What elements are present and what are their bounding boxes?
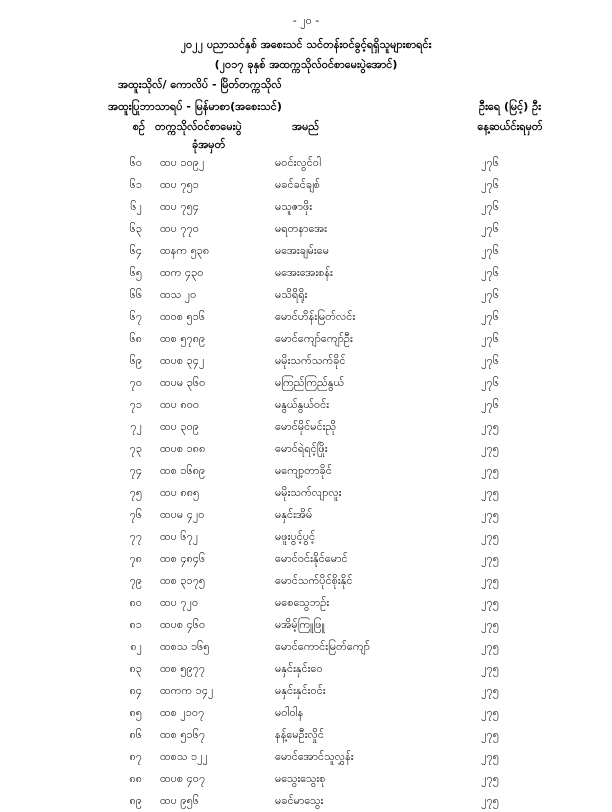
exam-roll-number: ထပမ ၄၂၀ [160, 508, 205, 521]
table-row [0, 702, 612, 724]
score: ၂၇၅ [481, 640, 499, 653]
table-row [0, 746, 612, 768]
exam-roll-number: ထစ ၁၆၈၉ [160, 464, 206, 477]
student-name: မသူဇာဖိုး [275, 200, 313, 213]
score: ၂၇၆ [481, 222, 499, 235]
table-row [0, 526, 612, 548]
exam-roll-number: ထပ ၃၀၉ [160, 420, 199, 433]
column-header-exam-id-line2: ခုံအမှတ် [192, 138, 226, 151]
column-header-no: စဉ် [132, 120, 145, 133]
exam-roll-number: ထပ ၈၈၅ [160, 486, 200, 499]
score: ၂၇၅ [481, 552, 499, 565]
score: ၂၇၆ [481, 288, 499, 301]
row-number: ၈၃ [129, 662, 142, 675]
exam-roll-number: ထပ ၇၇၀ [160, 222, 199, 235]
row-number: ၆၁ [129, 178, 142, 191]
score: ၂၇၆ [481, 156, 499, 169]
page-number: - ၂၀ - [292, 14, 320, 27]
table-row [0, 218, 612, 240]
row-number: ၇၇ [129, 530, 142, 543]
student-name: မောင်ဟိန်းမြတ်လင်း [275, 310, 356, 323]
table-row [0, 636, 612, 658]
score: ၂၇၆ [481, 398, 499, 411]
table-row [0, 592, 612, 614]
exam-roll-number: ထက ၄၃၀ [160, 266, 204, 279]
row-number: ၈၅ [129, 706, 142, 719]
exam-roll-number: ထသ ၂၀ [160, 288, 197, 301]
exam-roll-number: ထကက ၁၄၂ [160, 684, 214, 697]
score: ၂၇၆ [481, 266, 499, 279]
table-row [0, 790, 612, 812]
student-name: မောင်မိုင်မင်းညို [275, 420, 337, 433]
table-row [0, 350, 612, 372]
score: ၂၇၆ [481, 332, 499, 345]
student-name: မဝါဝါန [275, 706, 304, 719]
exam-roll-number: ထပစ ၃၄၂ [160, 354, 205, 367]
score: ၂၇၅ [481, 662, 499, 675]
exam-roll-number: ထပ ၇၅၁ [160, 178, 199, 191]
row-number: ၇၁ [129, 398, 142, 411]
row-number: ၈၂ [130, 640, 142, 653]
column-header-name: အမည် [292, 120, 320, 133]
table-row [0, 504, 612, 526]
exam-roll-number: ထပ ၁၀၉၂ [160, 156, 205, 169]
exam-roll-number: ထပ ၈၀၀ [160, 398, 200, 411]
student-name: မဝင်းလွင်ဝါ [275, 156, 321, 169]
row-number: ၆၇ [129, 310, 142, 323]
score: ၂၇၅ [481, 706, 499, 719]
row-number: ၆၃ [129, 222, 142, 235]
exam-roll-number: ထနက ၅၃၈ [160, 244, 210, 257]
row-number: ၇၄ [129, 464, 142, 477]
student-name: မမိုးသက်လျာလူး [275, 486, 342, 499]
table-row [0, 174, 612, 196]
table-row [0, 438, 612, 460]
table-row [0, 768, 612, 790]
table-row [0, 328, 612, 350]
score: ၂၇၅ [481, 750, 499, 763]
row-number: ၆၆ [129, 288, 142, 301]
row-number: ၈၆ [129, 728, 142, 741]
row-number: ၈၉ [129, 794, 142, 807]
table-row [0, 394, 612, 416]
row-number: ၇၈ [129, 552, 142, 565]
exam-roll-number: ထပ ၇၂၀ [160, 596, 199, 609]
exam-roll-number: ထစ ၅၁၆၇ [160, 728, 206, 741]
document-title: ၂၀၂၂ ပညာသင်နှစ် အစေးသင် သင်တန်းဝင်ခွင့်ရရှိသူများစာရင်း [180, 38, 432, 51]
student-name: မခင်မာသွေး [275, 794, 324, 807]
table-row [0, 548, 612, 570]
exam-roll-number: ထစ ၂၁၀၇ [160, 706, 205, 719]
university-label: အထူးသိုလ်/ ကောလိပ် - မြိတ်တက္ကသိုလ် [118, 78, 282, 91]
score: ၂၇၆ [481, 376, 499, 389]
student-name: မအေးအေးစန်း [275, 266, 333, 279]
student-name: မောင်ဝင်းနိုင်မောင် [275, 552, 348, 565]
student-name: မောင်သက်ပိုင်စိုးနိုင် [275, 574, 353, 587]
table-row [0, 372, 612, 394]
row-number: ၇၆ [129, 508, 142, 521]
row-number: ၈၈ [129, 772, 142, 785]
exam-roll-number: ထပ ၇၅၄ [160, 200, 199, 213]
score: ၂၇၆ [481, 310, 499, 323]
row-number: ၇၉ [129, 574, 142, 587]
table-row [0, 152, 612, 174]
exam-roll-number: ထစ ၃၁၇၅ [160, 574, 206, 587]
student-name: မအိမ့်ကြူဖြူ [275, 618, 325, 631]
student-name: နန့်မေဦးလှိုင် [275, 728, 324, 741]
row-number: ၆၀ [129, 156, 142, 169]
row-number: ၈၇ [129, 750, 142, 763]
row-number: ၆၅ [129, 266, 142, 279]
student-name: မကြည်ကြည်နွယ် [275, 376, 345, 389]
row-number: ၈၀ [129, 596, 142, 609]
student-name: မနှင်းနှင်းဝေ [275, 662, 323, 675]
student-name: မရတနာအေး [275, 222, 327, 235]
student-name: မနှင်းနှင်းဝင်း [275, 684, 326, 697]
row-number: ၇၅ [129, 486, 142, 499]
student-name: မောင်ကောင်းမြတ်ကျော် [275, 640, 370, 653]
student-name: မောင်ရဲရင့်ဖြိုး [275, 442, 328, 455]
table-row [0, 240, 612, 262]
row-number: ၇၀ [129, 376, 142, 389]
score: ၂၇၅ [481, 772, 499, 785]
exam-roll-number: ထပစ ၁၈၈ [160, 442, 206, 455]
subject-heading: အထူးပြုဘာသာရပ် - မြန်မာစာ(အစေးသင်) [108, 100, 282, 113]
student-name: မောင်ကျော်ကျော်ဦး [275, 332, 353, 345]
row-number: ၆၉ [129, 354, 142, 367]
student-name: မနှင်းအိမ် [275, 508, 313, 521]
exam-roll-number: ထစ ၅၉၇၇ [160, 662, 206, 675]
score: ၂၇၅ [481, 794, 499, 807]
count-heading: ဦးရေ (မြင့်) ဦး [478, 100, 542, 113]
score: ၂၇၅ [481, 420, 499, 433]
table-row [0, 724, 612, 746]
exam-roll-number: ထပ ၆၇၂ [160, 530, 199, 543]
exam-roll-number: ထစ ၄၈၄၆ [160, 552, 206, 565]
table-row [0, 306, 612, 328]
score: ၂၇၅ [481, 530, 499, 543]
row-number: ၆၄ [129, 244, 142, 257]
exam-roll-number: ထပ ၉၅၆ [160, 794, 199, 807]
table-row [0, 196, 612, 218]
score: ၂၇၅ [481, 442, 499, 455]
score: ၂၇၅ [481, 574, 499, 587]
student-name: မအေးချမ်းမေ [275, 244, 329, 257]
exam-roll-number: ထပစ ၄၀၇ [160, 772, 206, 785]
exam-roll-number: ထဝစ ၅၁၆ [160, 310, 206, 323]
table-row [0, 416, 612, 438]
table-row [0, 284, 612, 306]
student-name: မသွေးသွေးစု [275, 772, 326, 785]
student-name: မစေသွေဘဉ်း [275, 596, 330, 609]
score: ၂၇၅ [481, 728, 499, 741]
table-row [0, 680, 612, 702]
score: ၂၇၆ [481, 200, 499, 213]
score: ၂၇၅ [481, 464, 499, 477]
exam-roll-number: ထစ ၅၇၈၉ [160, 332, 206, 345]
exam-roll-number: ထစသ ၁၆၅ [160, 640, 210, 653]
score: ၂၇၅ [481, 684, 499, 697]
table-row [0, 262, 612, 284]
table-row [0, 482, 612, 504]
exam-roll-number: ထပမ ၃၆၀ [160, 376, 206, 389]
student-name: မဖူးပွင့်ပွင့် [275, 530, 316, 543]
student-table [0, 152, 612, 812]
student-name: မနွယ်နွယ်ဝင်း [275, 398, 330, 411]
row-number: ၈၁ [129, 618, 142, 631]
row-number: ၆၂ [130, 200, 142, 213]
score: ၂၇၅ [481, 486, 499, 499]
column-header-exam-id: တက္ကသိုလ်ဝင်စာမေးပွဲ [155, 120, 242, 133]
score: ၂၇၅ [481, 596, 499, 609]
score: ၂၇၅ [481, 618, 499, 631]
exam-roll-number: ထစသ ၁၂၂ [160, 750, 208, 763]
table-row [0, 460, 612, 482]
score: ၂၇၆ [481, 178, 499, 191]
score: ၂၇၅ [481, 508, 499, 521]
row-number: ၆၈ [129, 332, 142, 345]
table-row [0, 614, 612, 636]
student-name: မခင်ခင်ချစ် [275, 178, 320, 191]
score: ၂၇၆ [481, 244, 499, 257]
row-number: ၇၃ [129, 442, 142, 455]
row-number: ၇၂ [130, 420, 142, 433]
row-number: ၈၄ [129, 684, 142, 697]
exam-roll-number: ထပစ ၄၆၀ [160, 618, 206, 631]
student-name: မောင်အောင်သူလွှန်း [275, 750, 354, 763]
student-name: မမိုးသက်သက်ခိုင် [275, 354, 346, 367]
student-name: မသိရိရိုး [275, 288, 308, 301]
student-name: မကျော့တာခိုင် [275, 464, 332, 477]
column-header-score: နေ့ဆယ်င်းရမှတ် [477, 120, 543, 133]
table-row [0, 570, 612, 592]
table-row [0, 658, 612, 680]
document-subtitle: (၂၀၁၇ ခုနှစ် အထက္ကသိုလ်ဝင်စာမေးပွဲအောင်) [214, 58, 398, 71]
score: ၂၇၆ [481, 354, 499, 367]
